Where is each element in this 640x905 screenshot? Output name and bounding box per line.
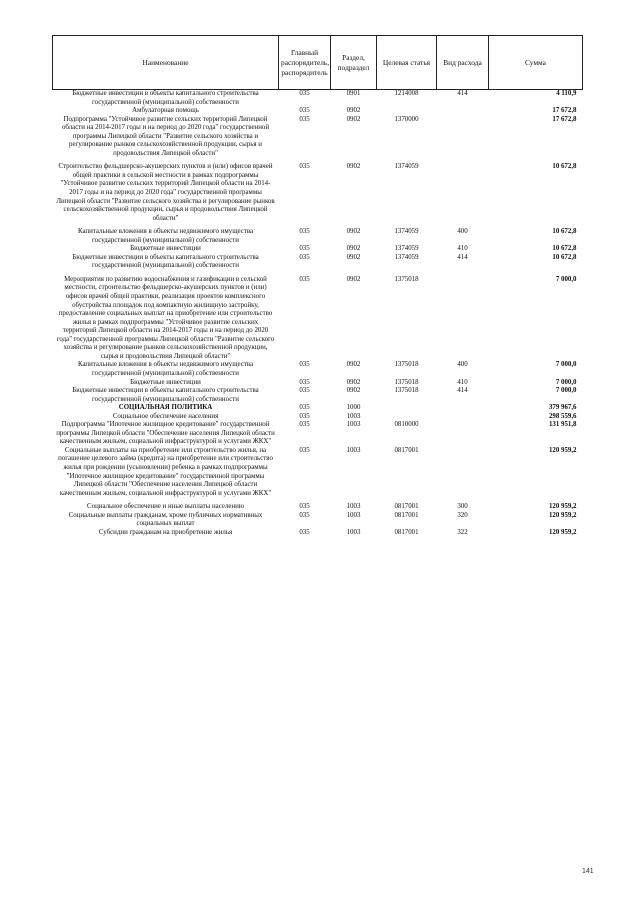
row-admin: 035 bbox=[299, 90, 310, 97]
row-section: 1003 bbox=[346, 421, 361, 429]
row-article bbox=[377, 107, 437, 116]
row-name: Бюджетные инвестиции в объекты капитального строительства государственной (муниципальной) собственности bbox=[72, 90, 259, 106]
row-admin: 035 bbox=[299, 528, 310, 536]
row-admin: 035 bbox=[299, 387, 310, 395]
row-section: 0902 bbox=[346, 275, 361, 283]
row-sum: 10 672,8 bbox=[552, 163, 577, 171]
row-article: 1374059 bbox=[394, 228, 419, 236]
row-sum: 17 672,8 bbox=[552, 115, 577, 123]
row-section: 0902 bbox=[346, 163, 361, 171]
row-sum: 120 959,2 bbox=[548, 528, 577, 536]
header-admin: Главный распорядитель, распорядитель bbox=[279, 36, 331, 90]
row-article bbox=[377, 404, 437, 413]
table-row bbox=[53, 421, 583, 447]
row-admin: 035 bbox=[299, 253, 310, 261]
row-name: Социальные выплаты на приобретение или строительство жилья, на погашение целевого займа (кредита) на приобретение или строительство жилья при рождении (усыновлении) ребенка в рамках подпрограммы "Ипотечное жилищное кредитование" государственной программы Липецкой области "Обеспечение населения Липецкой области качественным жильем, социальной инфраструктурой и услугами ЖКХ" bbox=[58, 446, 273, 497]
row-section: 1003 bbox=[346, 503, 361, 511]
row-article bbox=[377, 413, 437, 422]
table-header-row bbox=[53, 36, 583, 90]
row-expense bbox=[437, 421, 489, 447]
row-admin: 035 bbox=[299, 115, 310, 123]
table-body bbox=[53, 90, 583, 538]
row-name: Социальные выплаты гражданам, кроме публичных нормативных социальных выплат bbox=[68, 511, 263, 528]
row-section: 1000 bbox=[346, 404, 361, 412]
row-sum: 7 000,0 bbox=[555, 275, 577, 283]
row-expense: 414 bbox=[457, 253, 468, 261]
row-admin: 035 bbox=[299, 361, 310, 369]
table-row bbox=[53, 379, 583, 388]
row-name: Бюджетные инвестиции bbox=[130, 245, 201, 253]
row-name: Бюджетные инвестиции bbox=[130, 378, 201, 386]
table-row bbox=[53, 529, 583, 538]
row-section: 1003 bbox=[346, 446, 361, 454]
row-name: Подпрограмма "Устойчивое развитие сельских территорий Липецкой области на 2014-2017 годы и на период до 2020 года" государственной программы Липецкой области "Развитие сельского хозяйства и регулирование рынков сельскохозяйственной продукции, сырья и продовольствия Липецкой области" bbox=[61, 115, 270, 157]
table-row bbox=[53, 228, 583, 245]
row-sum: 298 559,6 bbox=[548, 412, 577, 420]
row-section: 0902 bbox=[346, 361, 361, 369]
table-row bbox=[53, 107, 583, 116]
row-section: 0902 bbox=[346, 387, 361, 395]
table-row bbox=[53, 503, 583, 512]
table-row bbox=[53, 447, 583, 498]
row-expense: 414 bbox=[457, 90, 468, 97]
row-article: 0817001 bbox=[394, 446, 419, 454]
row-section: 1003 bbox=[346, 511, 361, 519]
row-admin: 035 bbox=[299, 163, 310, 171]
row-name: Бюджетные инвестиции в объекты капитального строительства государственной (муниципальной) собственности bbox=[72, 387, 259, 403]
table-row bbox=[53, 413, 583, 422]
row-name: Капитальные вложения в объекты недвижимого имущества государственной (муниципальной) собственности bbox=[77, 361, 254, 377]
row-article: 1374059 bbox=[394, 245, 419, 253]
row-article: 1375018 bbox=[394, 387, 419, 395]
row-sum: 17 672,8 bbox=[552, 107, 577, 115]
row-name: СОЦИАЛЬНАЯ ПОЛИТИКА bbox=[118, 404, 213, 412]
row-article: 1375018 bbox=[394, 361, 419, 369]
row-sum: 120 959,2 bbox=[548, 511, 577, 519]
table-row bbox=[53, 404, 583, 413]
table-row bbox=[53, 276, 583, 361]
row-article: 0810000 bbox=[394, 421, 419, 429]
row-name: Подпрограмма "Ипотечное жилищное кредитование" государственной программы Липецкой области "Обеспечение населения Липецкой области качественным жильем, социальной инфраструктурой и услугами ЖКХ" bbox=[56, 421, 275, 446]
row-article: 0817001 bbox=[394, 528, 419, 536]
budget-table bbox=[52, 35, 583, 537]
header-name: Наименование bbox=[53, 36, 279, 90]
row-section: 0902 bbox=[346, 228, 361, 236]
row-expense: 410 bbox=[457, 378, 468, 386]
row-sum: 120 959,2 bbox=[548, 446, 577, 454]
row-admin: 035 bbox=[299, 378, 310, 386]
row-sum: 10 672,8 bbox=[552, 245, 577, 253]
row-section: 0902 bbox=[346, 115, 361, 123]
row-sum: 7 000,0 bbox=[555, 387, 577, 395]
row-section: 0901 bbox=[346, 90, 361, 97]
row-admin: 035 bbox=[299, 503, 310, 511]
row-article: 1375018 bbox=[394, 275, 419, 283]
row-sum: 7 000,0 bbox=[555, 378, 577, 386]
table-row bbox=[53, 163, 583, 223]
row-name: Капитальные вложения в объекты недвижимого имущества государственной (муниципальной) собственности bbox=[77, 228, 254, 244]
row-sum: 4 110,9 bbox=[556, 90, 577, 97]
row-sum: 10 672,8 bbox=[552, 228, 577, 236]
row-expense: 400 bbox=[457, 228, 468, 236]
row-admin: 035 bbox=[299, 107, 310, 115]
row-expense bbox=[437, 447, 489, 498]
row-admin: 035 bbox=[299, 275, 310, 283]
page-number: 141 bbox=[582, 868, 594, 875]
row-expense: 410 bbox=[457, 245, 468, 253]
row-admin: 035 bbox=[299, 511, 310, 519]
row-admin: 035 bbox=[299, 245, 310, 253]
row-expense bbox=[437, 107, 489, 116]
row-name: Строительство фельдшерско-акушерских пунктов и (или) офисов врачей общей практики в сельской местности в рамках подпрограммы "Устойчивое развитие сельских территорий Липецкой области на 2014-2017 годы и на период до 2020 года" государственной программы Липецкой области "Развитие сельского хозяйства и регулирование рынков сельскохозяйственной продукции, сырья и продовольствия Липецкой области" bbox=[56, 163, 275, 222]
row-expense: 400 bbox=[457, 361, 468, 369]
header-expense: Вид расхода bbox=[437, 36, 489, 90]
row-name: Бюджетные инвестиции в объекты капитального строительства государственной (муниципальной) собственности bbox=[72, 253, 259, 270]
row-admin: 035 bbox=[299, 421, 310, 429]
row-sum: 379 967,6 bbox=[548, 404, 577, 412]
header-sum: Сумма bbox=[489, 36, 583, 90]
table-row bbox=[53, 254, 583, 271]
row-admin: 035 bbox=[299, 228, 310, 236]
row-name: Социальное обеспечение населения bbox=[112, 412, 219, 420]
row-name: Мероприятия по развитию водоснабжения и газификации в сельской местности, строительство фельдшерско-акушерских пунктов и (или) офисов врачей общей практики, реализация проектов комплексного обустройства площадок под компактную жилищную застройку, предоставление социальных выплат на приобретение или строительство жилья в рамках подпрограммы "Устойчивое развитие сельских территорий Липецкой области на 2014-2017 годы и на период до 2020 года" государственной программы Липецкой области "Развитие сельского хозяйства и регулирование рынков сельскохозяйственной продукции, сырья и продовольствия Липецкой области" bbox=[56, 275, 275, 360]
row-expense bbox=[437, 163, 489, 223]
row-name: Субсидии гражданам на приобретение жилья bbox=[98, 528, 233, 536]
row-sum: 7 000,0 bbox=[555, 361, 577, 369]
row-article: 1370000 bbox=[394, 115, 419, 123]
header-article: Целевая статья bbox=[377, 36, 437, 90]
header-section: Раздел, подраздел bbox=[331, 36, 377, 90]
row-article: 0817001 bbox=[394, 503, 419, 511]
row-section: 0902 bbox=[346, 378, 361, 386]
row-admin: 035 bbox=[299, 404, 310, 412]
row-article: 1214008 bbox=[394, 90, 419, 97]
table-row bbox=[53, 512, 583, 529]
row-expense bbox=[437, 413, 489, 422]
row-section: 1003 bbox=[346, 528, 361, 536]
row-article: 1374059 bbox=[394, 163, 419, 171]
table-row bbox=[53, 116, 583, 159]
row-expense: 322 bbox=[457, 528, 468, 536]
row-expense: 320 bbox=[457, 511, 468, 519]
row-section: 0902 bbox=[346, 107, 361, 115]
table-row bbox=[53, 361, 583, 378]
row-admin: 035 bbox=[299, 412, 310, 420]
row-name: Социальное обеспечение и иные выплаты населению bbox=[87, 503, 244, 511]
table-row bbox=[53, 387, 583, 404]
row-admin: 035 bbox=[299, 446, 310, 454]
row-expense bbox=[437, 276, 489, 361]
row-expense bbox=[437, 116, 489, 159]
row-sum: 120 959,2 bbox=[548, 503, 577, 511]
row-section: 0902 bbox=[346, 253, 361, 261]
row-section: 0902 bbox=[346, 245, 361, 253]
table-row bbox=[53, 245, 583, 254]
row-article: 1374059 bbox=[394, 253, 419, 261]
row-article: 1375018 bbox=[394, 378, 419, 386]
row-expense bbox=[437, 404, 489, 413]
row-article: 0817001 bbox=[394, 511, 419, 519]
row-sum: 10 672,8 bbox=[552, 253, 577, 261]
table-row bbox=[53, 90, 583, 108]
row-expense: 414 bbox=[457, 387, 468, 395]
row-sum: 131 951,8 bbox=[548, 421, 577, 429]
row-section: 1003 bbox=[346, 412, 361, 420]
row-name: Амбулаторная помощь bbox=[132, 107, 199, 115]
row-expense: 300 bbox=[457, 503, 468, 511]
